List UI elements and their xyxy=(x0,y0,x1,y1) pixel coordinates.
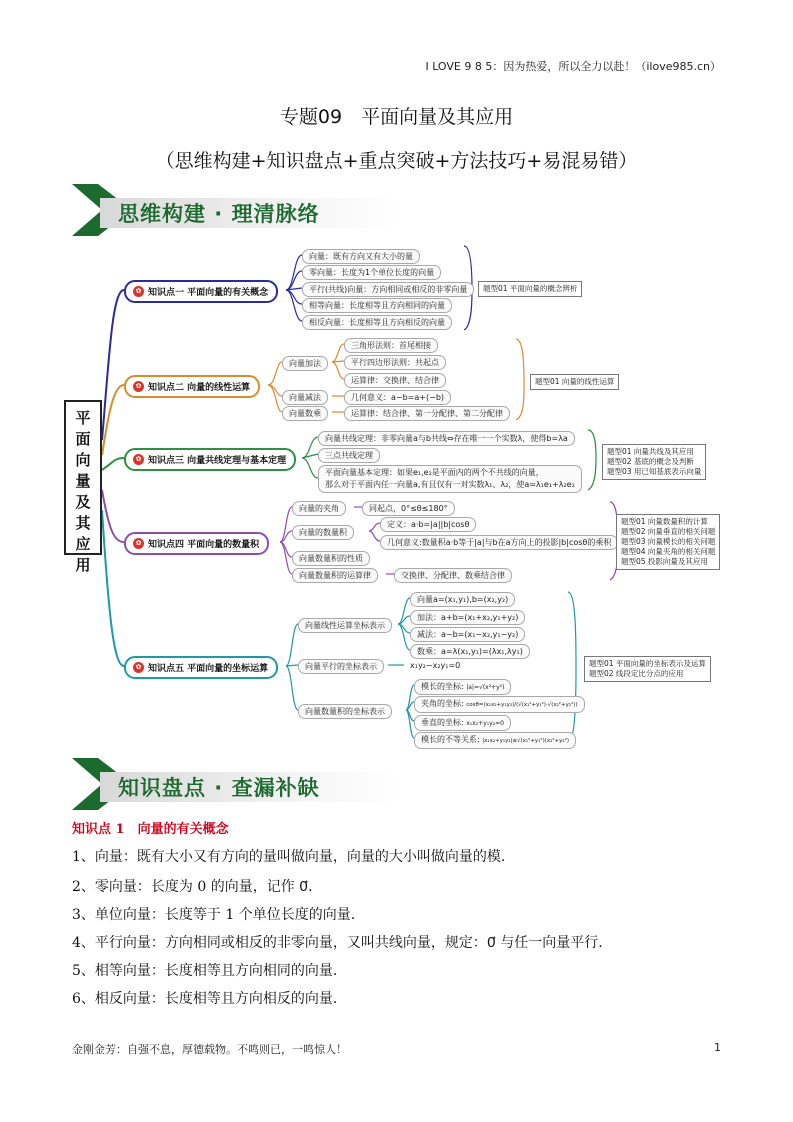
k1-item: 平行(共线)向量：方向相同或相反的非零向量 xyxy=(302,282,474,297)
page-footer: 金刚金芳：自强不息，厚德载物。不鸣则已，一鸣惊人！ xyxy=(72,1043,347,1056)
k1-item: 相反向量：长度相等且方向相反的向量 xyxy=(302,315,452,330)
knowledge-point-5: ✿ 知识点五 平面向量的坐标运算 xyxy=(124,656,278,679)
knowledge-point-3: ✿ 知识点三 向量共线定理与基本定理 xyxy=(124,448,296,471)
list-item: 2、零向量：长度为 0 的向量，记作 0⃗. xyxy=(72,879,313,895)
k5-item: 减法：a−b=(x₁−x₂,y₁−y₂) xyxy=(410,627,525,642)
k1-question-types: 题型01 平面向量的概念辨析 xyxy=(478,281,582,297)
k1-item: 相等向量：长度相等且方向相同的向量 xyxy=(302,298,452,313)
section-title: 知识点 1 向量的有关概念 xyxy=(72,822,229,837)
list-item: 5、相等向量：长度相等且方向相同的向量. xyxy=(72,963,338,979)
k2-item: 运算律：结合律、第一分配律、第二分配律 xyxy=(344,406,510,421)
k2-group: 向量加法 xyxy=(282,356,328,371)
k5-item: 垂直的坐标: x₁x₂+y₁y₂=0 xyxy=(414,715,511,731)
banner-knowledge-text: 知识盘点 · 查漏补缺 xyxy=(118,776,320,800)
k5-item: 向量a=(x₁,y₁),b=(x₂,y₂) xyxy=(410,592,515,607)
list-item: 3、单位向量：长度等于 1 个单位长度的向量. xyxy=(72,907,356,923)
page-title: 专题09 平面向量及其应用 xyxy=(279,106,514,128)
knowledge-point-4: ✿ 知识点四 平面向量的数量积 xyxy=(124,532,269,555)
k3-item: 向量共线定理：非零向量a与b共线⇔存在唯一一个实数λ，使得b=λa xyxy=(318,431,575,446)
k4-item: 交换律、分配律、数乘结合律 xyxy=(394,568,512,583)
k3-item: 三点共线定理 xyxy=(318,448,380,463)
k5-item: 夹角的坐标: cosθ=(x₁x₂+y₁y₂)/(√(x₁²+y₁²)·√(x₂²+y₂²)) xyxy=(414,696,585,713)
k4-question-types: 题型01 向量数量积的计算 题型02 向量垂直的相关问题 题型03 向量模长的相关问题 题型04 向量夹角的相关问题 题型05 投影向量及其应用 xyxy=(616,514,720,570)
k2-item: 平行四边形法则：共起点 xyxy=(344,355,446,370)
k5-item: 模长的坐标: |a|=√(x²+y²) xyxy=(414,679,511,695)
banner-mindmap-text: 思维构建 · 理清脉络 xyxy=(118,202,320,226)
list-item: 4、平行向量：方向相同或相反的非零向量，又叫共线向量，规定：0⃗ 与任一向量平行. xyxy=(72,935,603,951)
k4-group: 向量数量积的运算律 xyxy=(292,568,378,583)
k2-item: 三角形法则：首尾相接 xyxy=(344,338,438,353)
k5-item: 模长的不等关系: |x₁x₂+y₁y₂|≤√(x₁²+y₁²)(x₂²+y₂²) xyxy=(414,732,576,749)
k3-question-types: 题型01 向量共线及其应用 题型02 基底的概念及判断 题型03 用已知基底表示向量 xyxy=(602,444,706,480)
k5-group: 向量线性运算坐标表示 xyxy=(298,618,392,633)
k4-item: 同起点，0°≤θ≤180° xyxy=(362,501,455,516)
page-number: 1 xyxy=(714,1041,721,1054)
list-item: 6、相反向量：长度相等且方向相反的向量. xyxy=(72,991,338,1007)
k5-group: 向量平行的坐标表示 xyxy=(298,659,384,674)
k4-item: 几何意义:数量积a·b等于|a|与b在a方向上的投影|b|cosθ的乘积 xyxy=(380,535,618,550)
k4-group: 向量的数量积 xyxy=(292,525,354,540)
section-banner-mindmap xyxy=(72,184,402,234)
section-banner-knowledge xyxy=(72,758,402,808)
k5-group: 向量数量积的坐标表示 xyxy=(298,704,392,719)
k2-group: 向量数乘 xyxy=(282,406,328,421)
k5-item: x₁y₂−x₂y₁=0 xyxy=(410,661,461,670)
k3-item: 平面向量基本定理：如果e₁,e₂是平面内的两个不共线的向量， 那么对于平面内任一向量a,有且仅有一对实数λ₁、λ₂，使a=λ₁e₁+λ₂e₂ xyxy=(318,465,582,493)
k4-item: 定义：a·b=|a||b|cosθ xyxy=(380,517,476,532)
k2-question-types: 题型01 向量的线性运算 xyxy=(530,374,619,390)
k5-item: 数乘：a=λ(x₁,y₁)=(λx₁,λy₁) xyxy=(410,644,530,659)
knowledge-point-1: ✿ 知识点一 平面向量的有关概念 xyxy=(124,280,278,303)
k5-item: 加法：a+b=(x₁+x₂,y₁+y₂) xyxy=(410,610,525,625)
k1-item: 零向量：长度为1个单位长度的向量 xyxy=(302,265,441,280)
k1-item: 向量：既有方向又有大小的量 xyxy=(302,249,420,264)
mind-map xyxy=(64,240,734,750)
mind-map-root: 平 面 向 量 及 其 应 用 xyxy=(64,400,102,555)
k4-group: 向量的夹角 xyxy=(292,501,346,516)
k2-group: 向量减法 xyxy=(282,390,328,405)
k2-item: 运算律：交换律、结合律 xyxy=(344,373,446,388)
knowledge-point-2: ✿ 知识点二 向量的线性运算 xyxy=(124,375,260,398)
k2-item: 几何意义：a−b=a+(−b) xyxy=(344,390,451,405)
k4-group: 向量数量积的性质 xyxy=(292,551,370,566)
list-item: 1、向量：既有大小又有方向的量叫做向量，向量的大小叫做向量的模. xyxy=(72,849,506,865)
page-header: I LOVE 9 8 5：因为热爱，所以全力以赴！（ilove985.cn） xyxy=(425,60,721,73)
k5-question-types: 题型01 平面向量的坐标表示及运算 题型02 线段定比分点的应用 xyxy=(584,656,711,682)
page-subtitle: （思维构建+知识盘点+重点突破+方法技巧+易混易错） xyxy=(155,150,638,172)
